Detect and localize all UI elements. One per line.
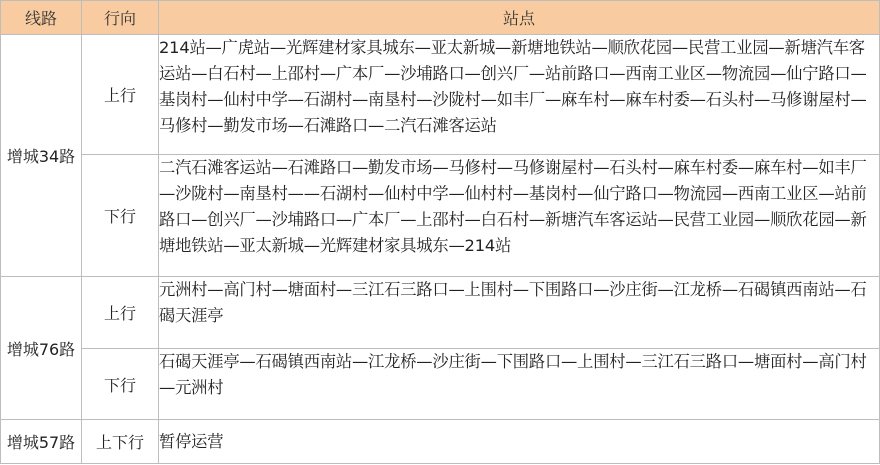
- route-34-up-direction: 上行: [82, 35, 159, 155]
- header-direction: 行向: [82, 1, 159, 35]
- header-line: 线路: [1, 1, 82, 35]
- route-76-up-direction: 上行: [82, 277, 159, 349]
- table-row: [1, 277, 880, 349]
- table-row: [1, 155, 880, 277]
- route-34-down-direction: 下行: [82, 155, 159, 277]
- route-57-direction: 上下行: [82, 420, 159, 464]
- route-34-up-stations: 214站—广虎站—光辉建材家具城东—亚太新城—新塘地铁站—顺欣花园—民营工业园—新塘汽车客运站—白石村—上邵村—广本厂—沙埔路口—创兴厂—站前路口—西南工业区—物流园—仙宁路口—基岗村—仙村中学—石湖村—南垦村—沙陇村—如丰厂—麻车村—麻车村委—石头村—马修谢屋村—马修村—勤发市场—石滩路口—二汽石滩客运站: [159, 35, 880, 155]
- route-34-name: 增城34路: [1, 35, 82, 277]
- header-row: [1, 1, 880, 35]
- table-row: [1, 349, 880, 420]
- route-57-name: 增城57路: [1, 420, 82, 464]
- route-34-down-stations: 二汽石滩客运站—石滩路口—勤发市场—马修村—马修谢屋村—石头村—麻车村委—麻车村—如丰厂—沙陇村—南垦村——石湖村—仙村中学—仙村村—基岗村—仙宁路口—物流园—西南工业区—站前路口—创兴厂—沙埔路口—广本厂—上邵村—白石村—新塘汽车客运站—民营工业园—顺欣花园—新塘地铁站—亚太新城—光辉建材家具城东—214站: [159, 155, 880, 277]
- route-76-name: 增城76路: [1, 277, 82, 420]
- header-stations: 站点: [159, 1, 880, 35]
- route-76-down-direction: 下行: [82, 349, 159, 420]
- table-row: [1, 420, 880, 464]
- route-57-stations: 暂停运营: [159, 420, 880, 464]
- route-76-up-stations: 元洲村—高门村—塘面村—三江石三路口—上围村—下围路口—沙庄街—江龙桥—石碣镇西南站—石碣天涯亭: [159, 277, 880, 349]
- table-row: [1, 35, 880, 155]
- route-76-down-stations: 石碣天涯亭—石碣镇西南站—江龙桥—沙庄街—下围路口—上围村—三江石三路口—塘面村—高门村—元洲村: [159, 349, 880, 420]
